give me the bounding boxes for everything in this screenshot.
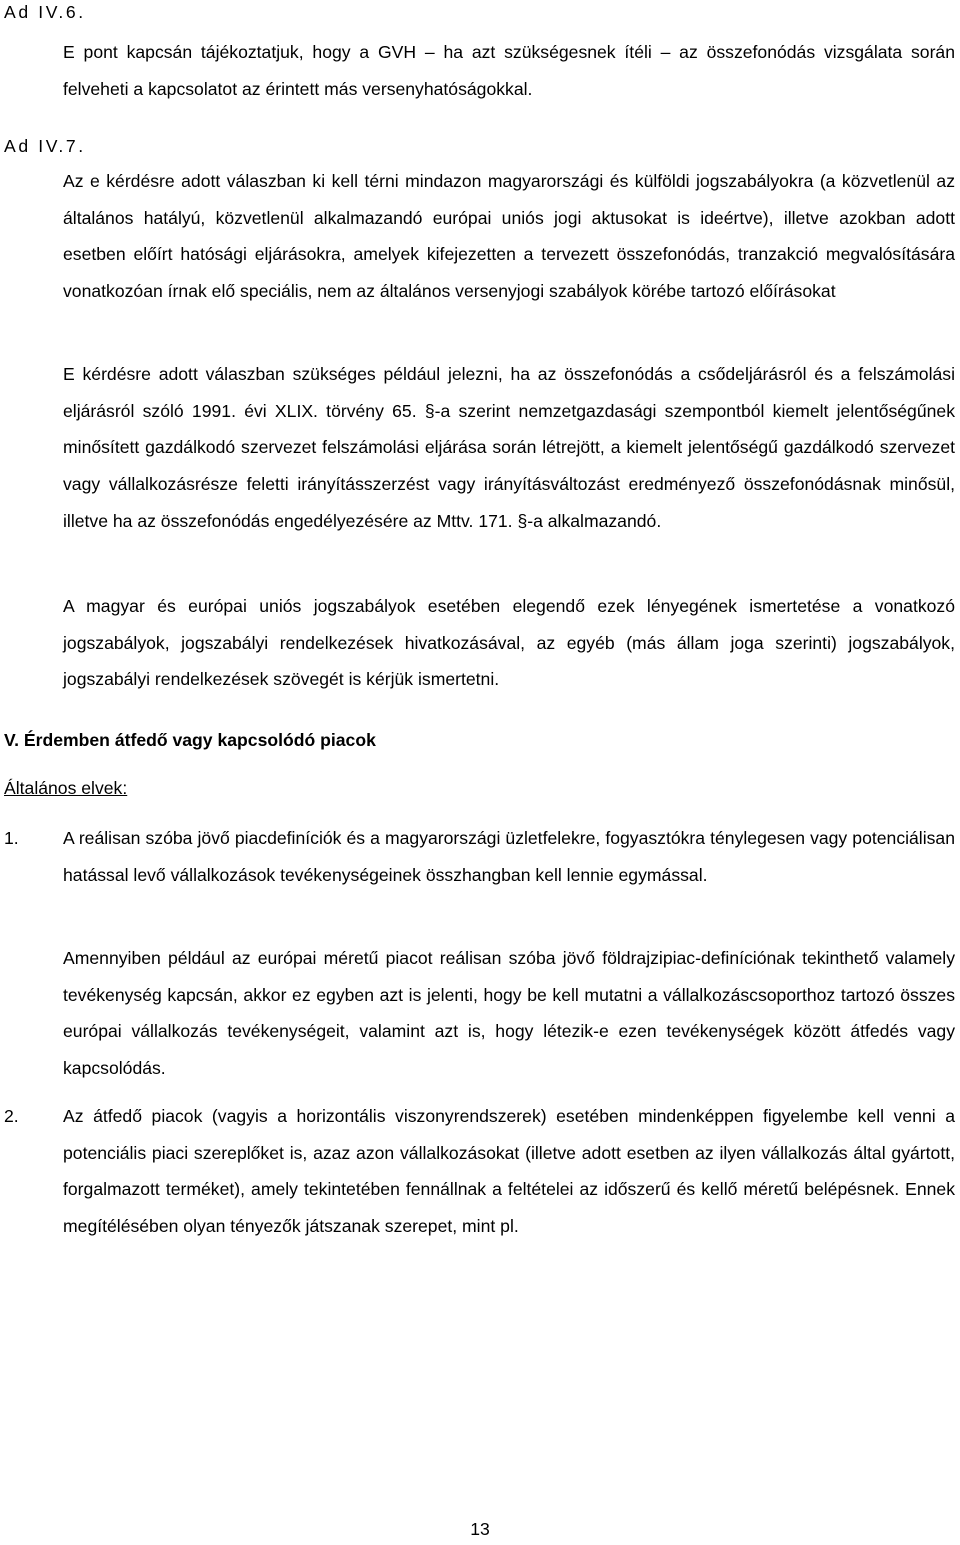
list-number-1: 1. xyxy=(4,828,19,848)
list-item-1-paragraph-2: Amennyiben például az európai méretű piacot reálisan szóba jövő földrajzipiac-definíciónak tekinthető valamely tevékenység kapcsán, akkor ez egyben azt is jelenti, hogy be kell mutatni a vállalkozáscsoporthoz tartozó összes európai vállalkozás tevékenységeit, valamint azt is, hogy létezik-e ezen tevékenységek között átfedés vagy kapcsolódás. xyxy=(63,948,955,1079)
list-item-2-paragraph-1: Az átfedő piacok (vagyis a horizontális viszonyrendszerek) esetében mindenképpen figyelembe kell venni a potenciális piaci szereplőket is, azaz azon vállalkozásokat (illetve adott esetben az ilyen vállalkozás által gyártott, forgalmazott terméket), amely tekintetében fennállnak a feltételei az időszerű és kellő méretű belépésnek. Ennek megítélésében olyan tényezők játszanak szerepet, mint pl. xyxy=(63,1106,955,1237)
section-title-v: V. Érdemben átfedő vagy kapcsolódó piacok xyxy=(4,730,376,750)
paragraph-iv6: E pont kapcsán tájékoztatjuk, hogy a GVH – ha azt szükségesnek ítéli – az összefonódás vizsgálata során felveheti a kapcsolatot az érintett más versenyhatóságokkal. xyxy=(63,42,955,99)
list-number-2: 2. xyxy=(4,1106,19,1126)
list-item-1-paragraph-1: A reálisan szóba jövő piacdefiníciók és a magyarországi üzletfelekre, fogyasztókra ténylegesen vagy potenciálisan hatással levő vállalkozások tevékenységeinek összhangban kell lennie egymással. xyxy=(63,828,955,885)
section-subtitle-general-principles: Általános elvek: xyxy=(4,778,128,798)
paragraph-iv7-1: Az e kérdésre adott válaszban ki kell térni mindazon magyarországi és külföldi jogszabályokra (a közvetlenül az általános hatályú, közvetlenül alkalmazandó európai uniós jogi aktusokat is ideértve), illetve azokban adott esetben előírt hatósági eljárásokra, amelyek kifejezetten a tervezett összefonódás, tranzakció megvalósítására vonatkozóan írnak elő speciális, nem az általános versenyjogi szabályok körébe tartozó előírásokat xyxy=(63,171,955,302)
paragraph-iv7-2: E kérdésre adott válaszban szükséges például jelezni, ha az összefonódás a csődeljárásról és a felszámolási eljárásról szóló 1991. évi XLIX. törvény 65. §-a szerint nemzetgazdasági szempontból kiemelt jelentőségűnek minősített gazdálkodó szervezet felszámolási eljárása során létrejött, a kiemelt jelentőségű gazdálkodó szervezet vagy vállalkozásrésze feletti irányításszerzést vagy irányításváltozást eredményező összefonódásnak minősül, illetve ha az összefonódás engedélyezésére az Mttv. 171. §-a alkalmazandó. xyxy=(63,364,955,531)
section-heading-iv7: Ad IV.7. xyxy=(4,136,86,156)
section-heading-iv6: Ad IV.6. xyxy=(4,2,86,22)
paragraph-iv7-3: A magyar és európai uniós jogszabályok esetében elegendő ezek lényegének ismertetése a vonatkozó jogszabályok, jogszabályi rendelkezések hivatkozásával, az egyéb (más állam joga szerinti) jogszabályok, jogszabályi rendelkezések szövegét is kérjük ismertetni. xyxy=(63,596,955,690)
page-number: 13 xyxy=(470,1519,490,1539)
